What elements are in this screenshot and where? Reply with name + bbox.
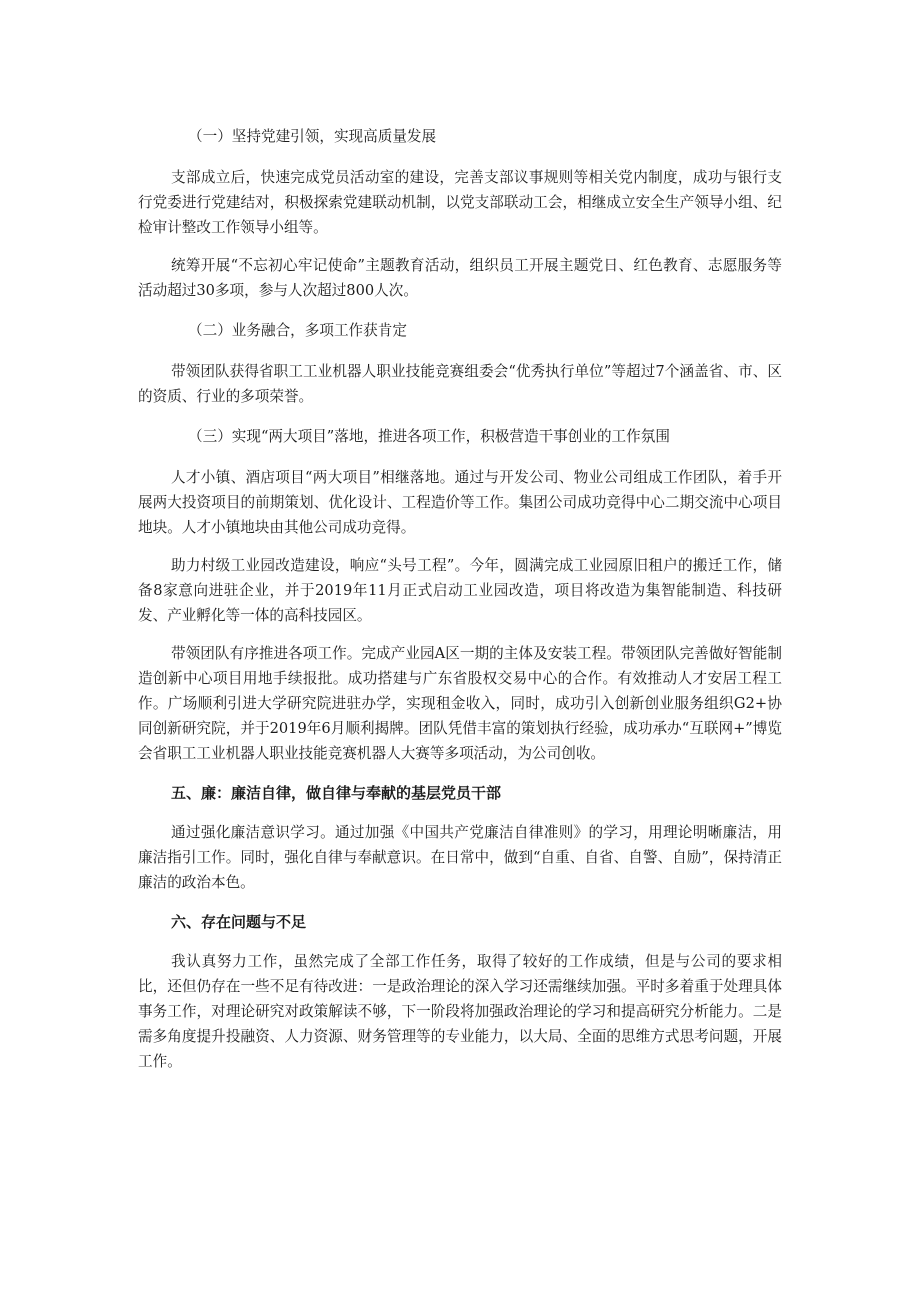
subheading-party-building: （一）坚持党建引领，实现高质量发展 [188,128,437,145]
paragraph-projects-landing: 人才小镇、酒店项目“两大项目”相继落地。通过与开发公司、物业公司组成工作团队，着手开展两大投资项目的前期策划、优化设计、工程造价等工作。集团公司成功竞得中心二期交流中心项目地块。人才小镇地块由其他公司成功竞得。 [138,469,782,536]
paragraph-honors: 带领团队获得省职工工业机器人职业技能竞赛组委会“优秀执行单位”等超过7个涵盖省、市、区的资质、行业的多项荣誉。 [138,363,782,405]
subheading-business-integration: （二）业务融合，多项工作获肯定 [188,322,407,339]
paragraph-problems: 我认真努力工作，虽然完成了全部工作任务，取得了较好的工作成绩，但是与公司的要求相比，还但仍存在一些不足有待改进：一是政治理论的深入学习还需继续加强。平时多着重于处理具体事务工作，对理论研究对政策解读不够，下一阶段将加强政治理论的学习和提高研究分析能力。二是需多角度提升投融资、人力资源、财务管理等的专业能力，以大局、全面的思维方式思考问题，开展工作。 [138,953,782,1070]
section-heading-integrity: 五、廉：廉洁自律，做自律与奉献的基层党员干部 [171,784,502,802]
paragraph-theme-education: 统筹开展“不忘初心牢记使命”主题教育活动，组织员工开展主题党日、红色教育、志愿服务等活动超过30多项，参与人次超过800人次。 [138,257,782,299]
paragraph-team-work: 带领团队有序推进各项工作。完成产业园A区一期的主体及安装工程。带领团队完善做好智能制造创新中心项目用地手续报批。成功搭建与广东省股权交易中心的合作。有效推动人才安居工程工作。广场顺利引进大学研究院进驻办学，实现租金收入，同时，成功引入创新创业服务组织G2+协同创新研究院，并于2019年6月顺利揭牌。团队凭借丰富的策划执行经验，成功承办“互联网+”博览会省职工工业机器人职业技能竞赛机器人大赛等多项活动，为公司创收。 [138,645,782,762]
paragraph-branch-setup: 支部成立后，快速完成党员活动室的建设，完善支部议事规则等相关党内制度，成功与银行支行党委进行党建结对，积极探索党建联动机制，以党支部联动工会，相继成立安全生产领导小组、纪检审计整改工作领导小组等。 [138,169,782,236]
document-page [138,122,782,1087]
subheading-two-major-projects: （三）实现“两大项目”落地，推进各项工作，积极营造干事创业的工作氛围 [188,428,670,445]
paragraph-industrial-park: 助力村级工业园改造建设，响应“头号工程”。今年，圆满完成工业园原旧租户的搬迁工作，储备8家意向进驻企业，并于2019年11月正式启动工业园改造，项目将改造为集智能制造、科技研发、产业孵化等一体的高科技园区。 [138,557,782,624]
paragraph-integrity: 通过强化廉洁意识学习。通过加强《中国共产党廉洁自律准则》的学习，用理论明晰廉洁，用廉洁指引工作。同时，强化自律与奉献意识。在日常中，做到“自重、自省、自警、自励”，保持清正廉洁的政治本色。 [138,824,782,891]
section-heading-problems: 六、存在问题与不足 [171,913,307,931]
